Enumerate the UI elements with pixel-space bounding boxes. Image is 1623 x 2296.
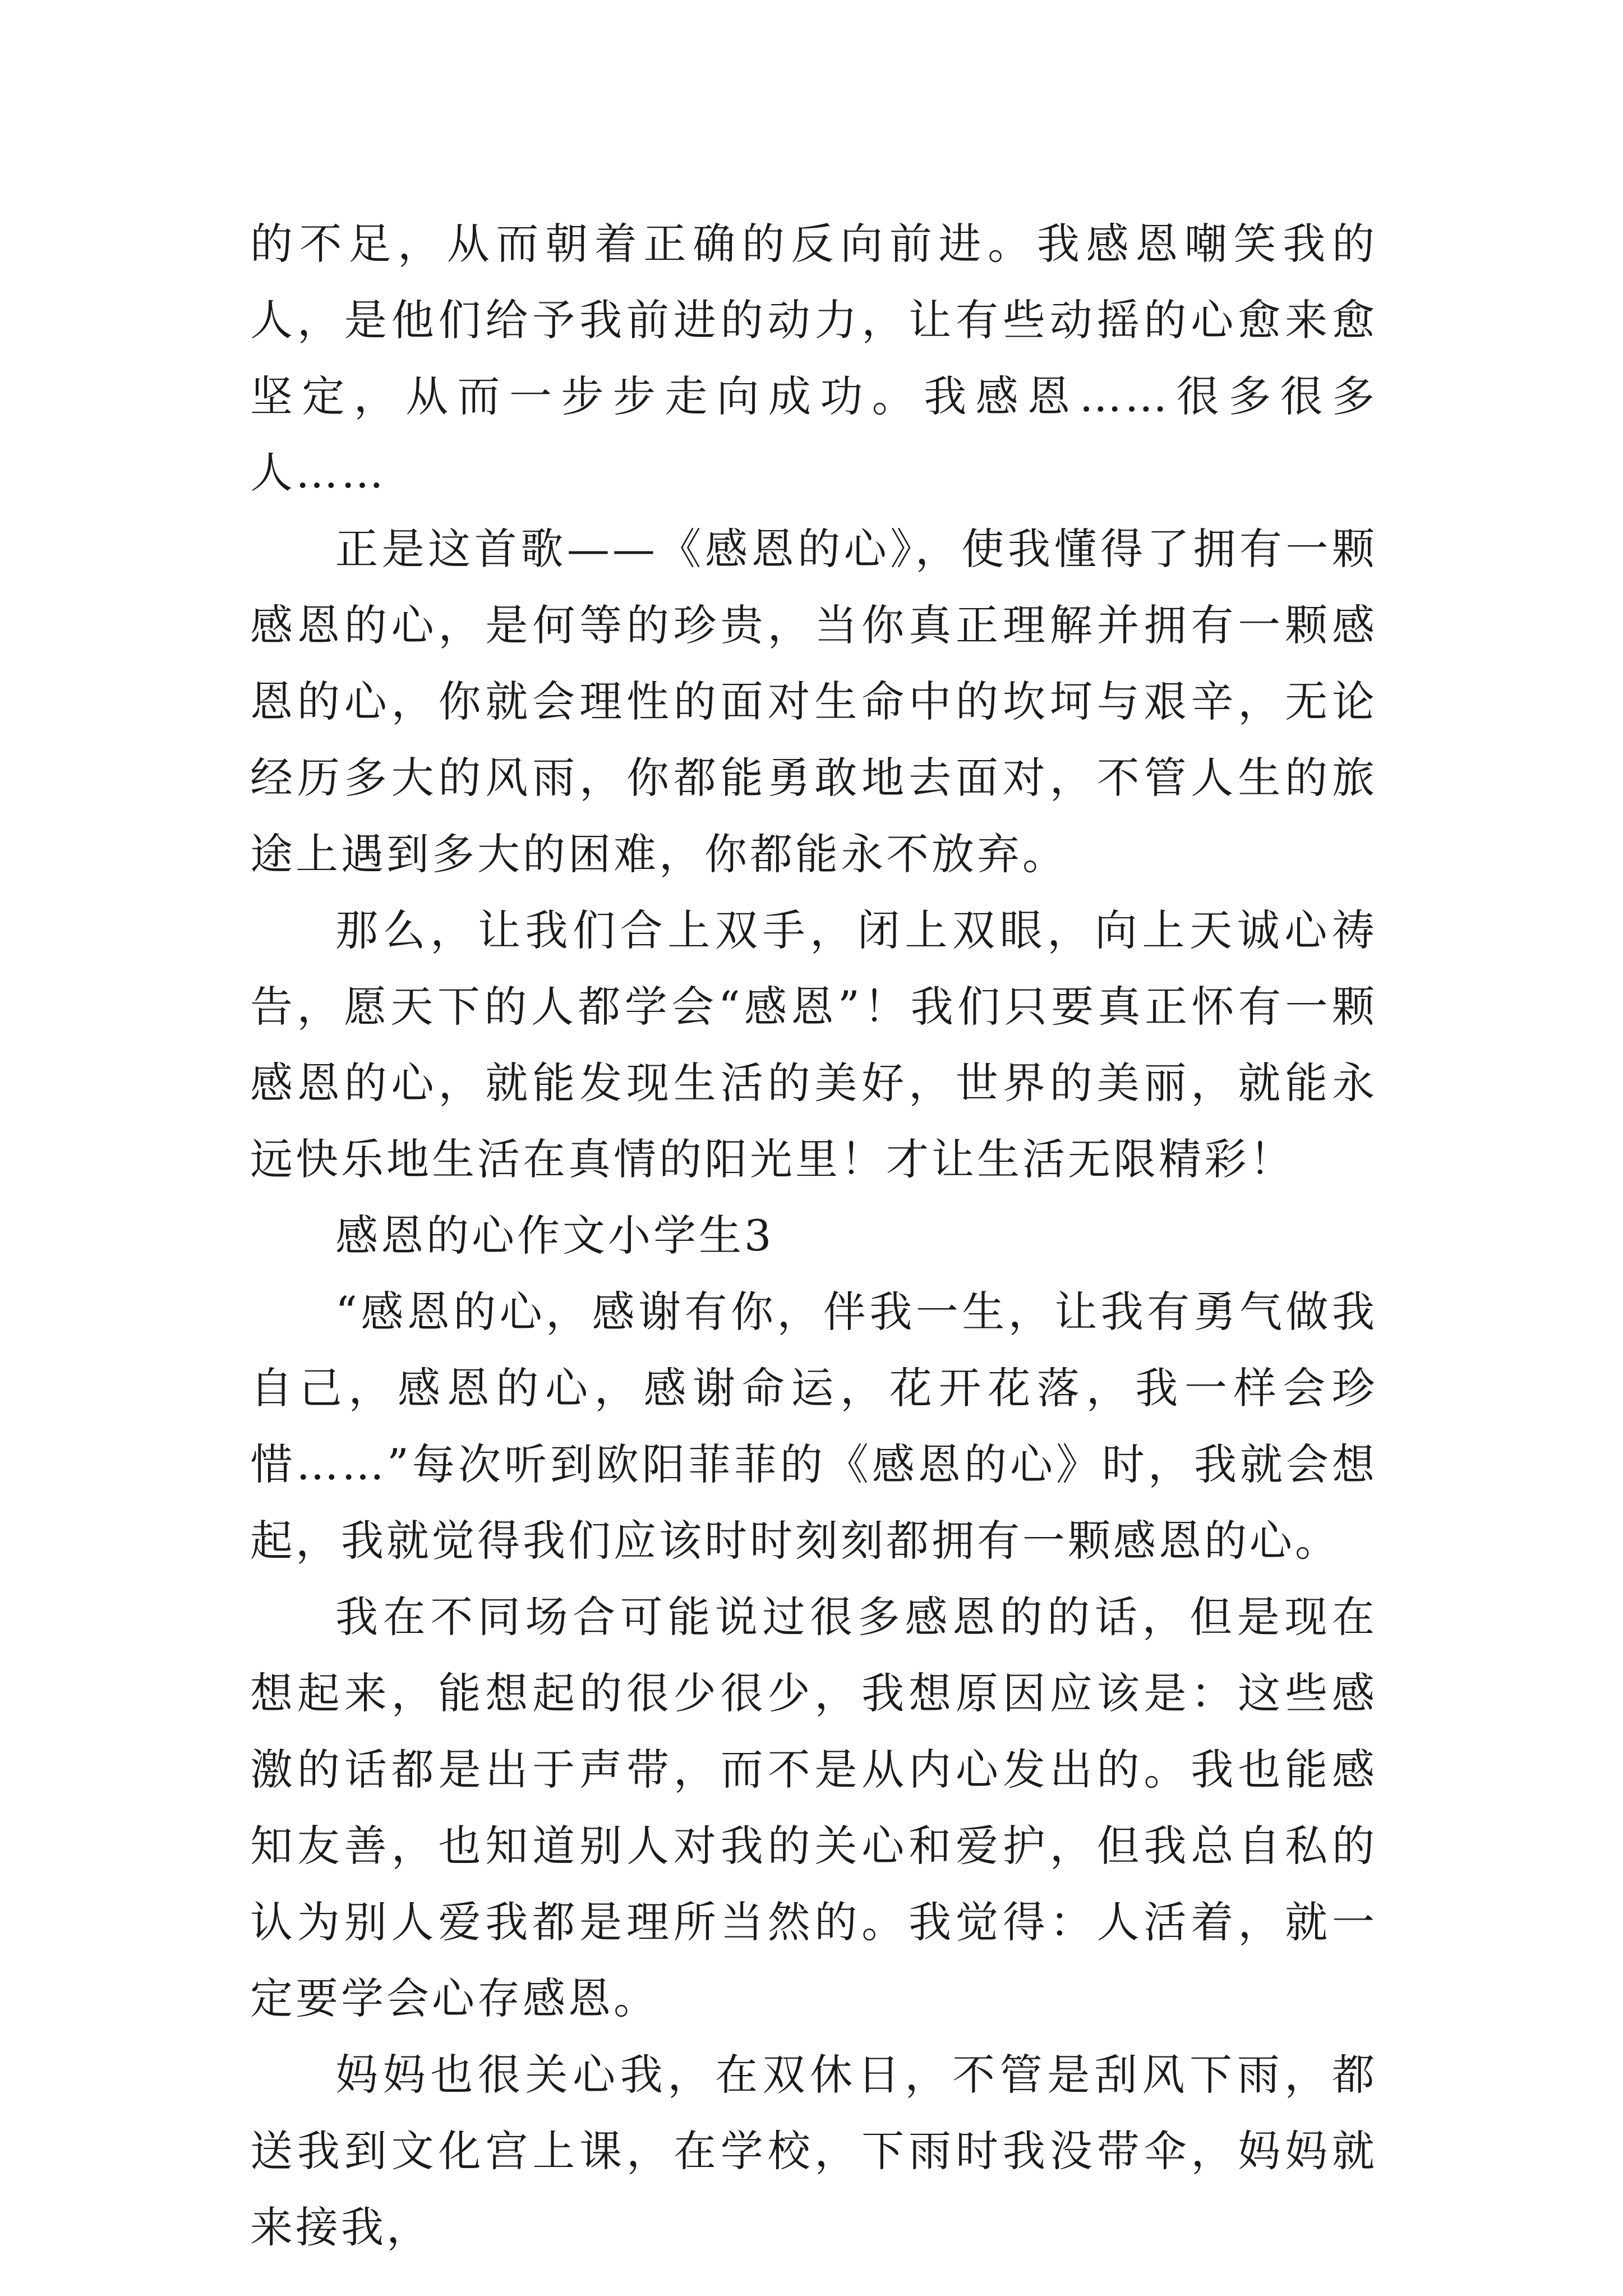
document-body	[250, 206, 1377, 2266]
paragraph-continued: 的不足，从而朝着正确的反向前进。我感恩嘲笑我的人，是他们给予我前进的动力，让有些动摇的心愈来愈坚定，从而一步步走向成功。我感恩……很多很多人……	[250, 219, 1377, 498]
paragraph-lyrics: “感恩的心，感谢有你，伴我一生，让我有勇气做我自己，感恩的心，感谢命运，花开花落，我一样会珍惜……”每次听到欧阳菲菲的《感恩的心》时，我就会想起，我就觉得我们应该时时刻刻都拥有一颗感恩的心。	[250, 1287, 1377, 1566]
paragraph-song: 正是这首歌——《感恩的心》，使我懂得了拥有一颗感恩的心，是何等的珍贵，当你真正理解并拥有一颗感恩的心，你就会理性的面对生命中的坎坷与艰辛，无论经历多大的风雨，你都能勇敢地去面对，不管人生的旅途上遇到多大的困难，你都能永不放弃。	[250, 524, 1377, 879]
paragraph-prayer: 那么，让我们合上双手，闭上双眼，向上天诚心祷告，愿天下的人都学会“感恩”！我们只要真正怀有一颗感恩的心，就能发现生活的美好，世界的美丽，就能永远快乐地生活在真情的阳光里！才让生活无限精彩！	[250, 905, 1377, 1184]
paragraph-mother: 妈妈也很关心我，在双休日，不管是刮风下雨，都送我到文化宫上课，在学校，下雨时我没带伞，妈妈就来接我，	[250, 2050, 1377, 2252]
section-heading: 感恩的心作文小学生3	[335, 1211, 774, 1260]
paragraph-reflection: 我在不同场合可能说过很多感恩的的话，但是现在想起来，能想起的很少很少，我想原因应该是：这些感激的话都是出于声带，而不是从内心发出的。我也能感知友善，也知道别人对我的关心和爱护，但我总自私的认为别人爱我都是理所当然的。我觉得：人活着，就一定要学会心存感恩。	[250, 1592, 1377, 2023]
